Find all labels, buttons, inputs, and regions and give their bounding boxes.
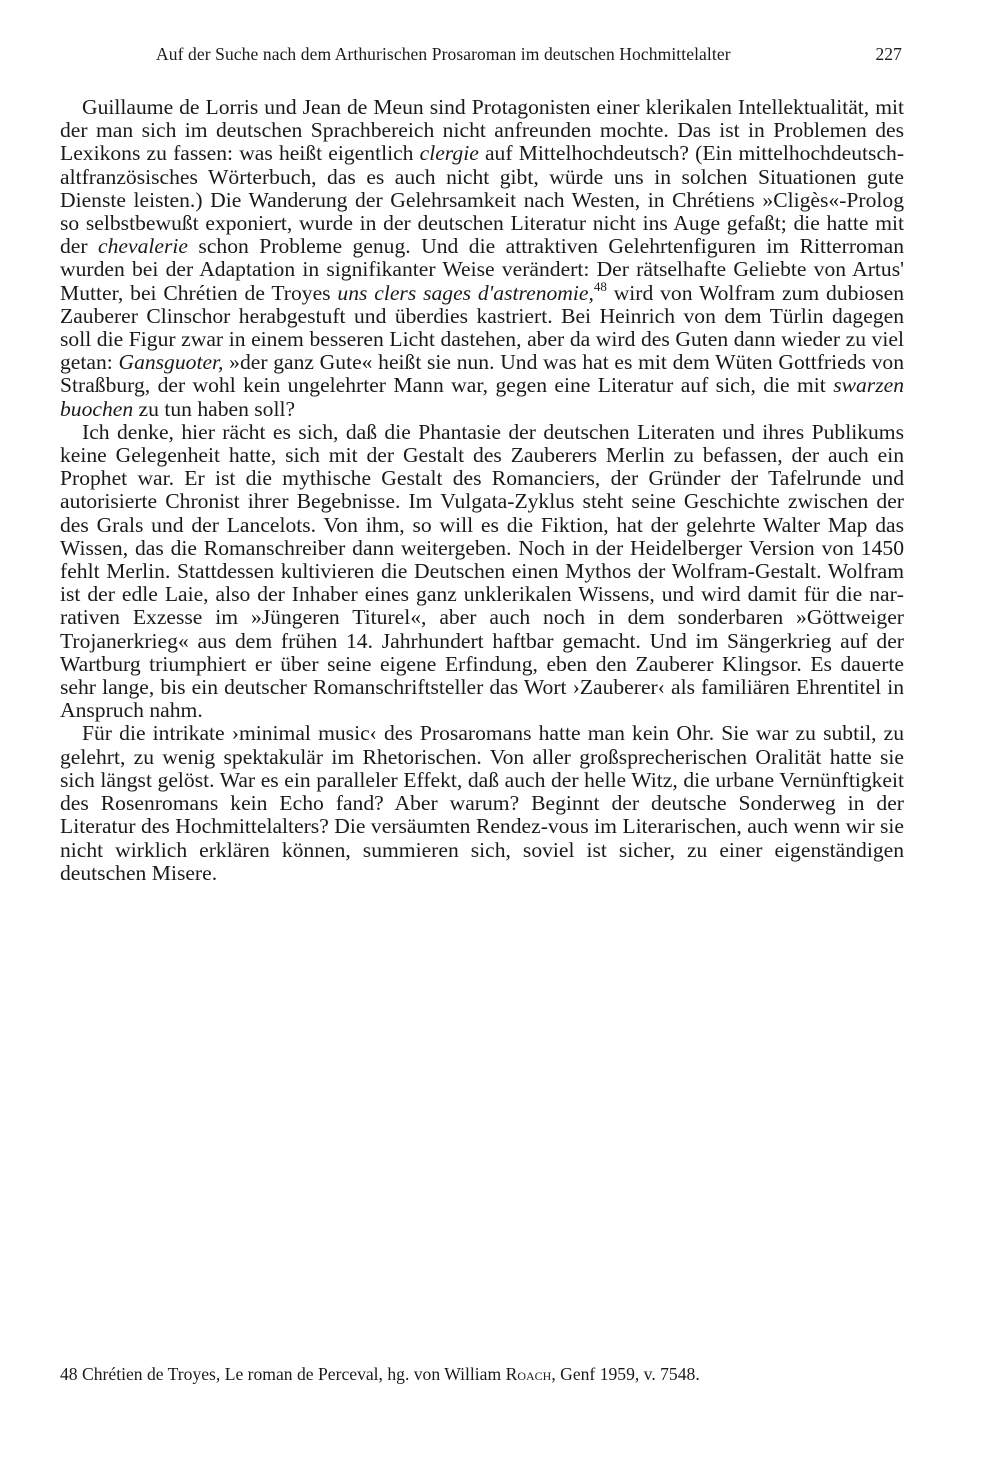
footnote-ref: 48: [593, 278, 607, 294]
running-head: [156, 44, 902, 65]
page-number: 227: [875, 44, 902, 64]
running-title: Auf der Suche nach dem Arthurischen Prosaroman im deutschen Hochmittelalter: [156, 44, 731, 64]
author-name: Roach: [505, 1364, 552, 1384]
text-run: auf Mittelhochdeutsch? (Ein mittelhochdeutsch-altfranzösisches Wörterbuch, das es auch nicht gibt, würde uns in solchen Situationen gute Dienste leisten.) Die Wanderung der Gelehrsamkeit nach Westen, in Chrétiens »Cligès«-Prolog so selbstbewußt exponiert, wurde in der deutschen Literatur nicht ins Auge gefaßt; die hatte mit der: [60, 141, 905, 259]
paragraph-3: [60, 722, 904, 884]
text-run: 48 Chrétien de Troyes, Le roman de Perceval, hg. von William: [60, 1364, 506, 1384]
text-run: wird von Wolfram zum dubiosen Zauberer Clinschor herabgestuft und überdies kastriert. Bei Heinrich von dem Türlin dagegen soll die Figur zwar in einem besseren Licht dastehen, aber da wird des Guten dann wieder zu viel getan:: [60, 280, 905, 375]
text-run: Guillaume de Lorris und Jean de Meun sind Protagonisten einer klerikalen Intellektualität, mit der man sich im deutschen Sprachbereich nicht anfreunden mochte. Das ist in Problemen des Lexikons zu fassen: was heißt eigentlich: [60, 95, 904, 166]
text-run: schon Probleme genug. Und die attraktiven Gelehrtenfiguren im Ritterroman wurden bei der Adaptation in signifikanter Weise verändert: Der rätselhafte Geliebte von Artus' Mutter, bei Chrétien de Troyes: [60, 234, 904, 305]
italic-text: chevalerie: [98, 234, 188, 259]
body-text: [60, 96, 904, 885]
paragraph-1: [60, 96, 904, 421]
text-run: , Genf 1959, v. 7548.: [551, 1364, 700, 1384]
text-run: Für die intrikate ›minimal music‹ des Prosaromans hatte man kein Ohr. Sie war zu subtil, zu gelehrt, zu wenig spektakulär im Rhetorischen. Von aller großsprecherischen Oralität hatte sie sich längst gelöst. War es ein paralleler Effekt, daß auch der helle Witz, die urbane Vernünftigkeit des Rosenromans kein Echo fand? Aber warum? Beginnt der deutsche Sonderweg in der Literatur des Hochmittelalters? Die versäumten Rendez-vous im Literarischen, auch wenn wir sie nicht wirklich erklären können, summieren sich, soviel ist sicher, zu einer eigenständigen deutschen Misere.: [60, 721, 904, 885]
italic-text: uns clers sages d'astrenomie,: [337, 280, 594, 305]
footnote: [60, 1363, 904, 1385]
italic-text: swarzen buochen: [60, 373, 904, 421]
paragraph-2: [60, 421, 904, 723]
text-run: zu tun haben soll?: [133, 396, 296, 421]
text-run: Ich denke, hier rächt es sich, daß die Phantasie der deutschen Literaten und ihres Publikums keine Gelegenheit hatte, sich mit der Gestalt des Zauberers Merlin zu befassen, der auch ein Prophet war. Er ist die mythische Gestalt des Romanciers, der Gründer der Tafelrunde und autorisierte Chronist ihrer Begebnisse. Im Vulgata-Zyklus steht seine Geschichte zwischen der des Grals und der Lancelots. Von ihm, so will es die Fiktion, hat der gelehrte Walter Map das Wissen, das die Romanschreiber dann weitergeben. Noch in der Heidelberger Version von 1450 fehlt Merlin. Stattdessen kultivieren die Deutschen einen Mythos der Wolfram-Gestalt. Wolfram ist der edle Laie, also der Inhaber eines ganz unklerikalen Wissens, und wird damit für die narrativen Exzesse im »Jüngeren Titurel«, aber auch noch in dem sonderbaren »Göttweiger Trojanerkrieg« aus dem frühen 14. Jahrhundert haftbar gemacht. Und im Sängerkrieg auf der Wartburg triumphiert er über seine eigene Erfindung, eben den Zauberer Klingsor. Es dauerte sehr lange, bis ein deutscher Romanschriftsteller das Wort ›Zauberer‹ als familiären Ehrentitel in Anspruch nahm.: [60, 419, 904, 723]
italic-text: clergie: [419, 141, 479, 166]
text-run: »der ganz Gute« heißt sie nun. Und was hat es mit dem Wüten Gottfrieds von Straßburg, der wohl kein ungelehrter Mann war, gegen eine Literatur auf sich, die mit: [60, 350, 904, 398]
italic-text: Gansguoter,: [118, 350, 224, 375]
